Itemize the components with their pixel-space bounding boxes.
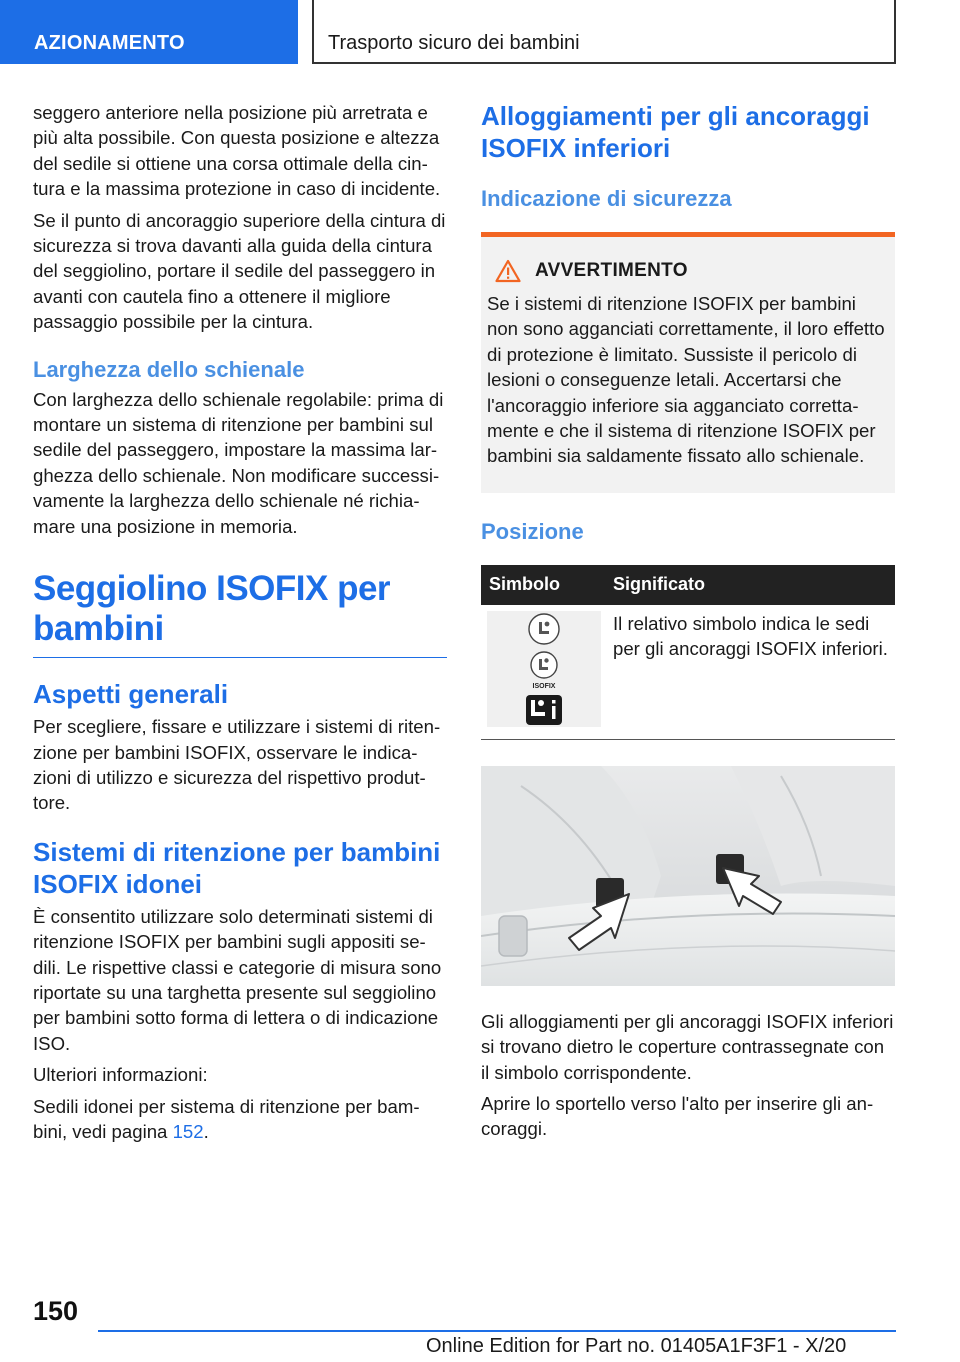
section-tab: AZIONAMENTO	[0, 0, 298, 64]
more-info-label: Ulteriori informazioni:	[33, 1064, 208, 1086]
isofix-anchor-photo	[481, 766, 895, 986]
heading-backrest-width: Larghezza dello schienale	[33, 356, 305, 382]
warning-title: AVVERTIMENTO	[535, 260, 688, 281]
page-link[interactable]: 152	[172, 1120, 204, 1142]
isofix-seat-icon	[527, 612, 561, 646]
table-header-row	[481, 565, 895, 605]
reference-end: .	[203, 1120, 209, 1142]
page-header	[0, 0, 960, 66]
isofix-badge-icon	[527, 650, 561, 690]
intro-paragraph-2: Se il punto di ancoraggio superiore della cintura di sicurezza si trova davanti alla guida della cintura del seggiolino, portare il sedile del passeggero in avanti con cautela fino a ottenere il migliore passaggio possibile per la cintura.	[33, 209, 446, 333]
warning-box	[481, 232, 895, 493]
isofix-label: ISOFIX	[532, 682, 556, 690]
warning-text: Se i sistemi di ritenzione ISOFIX per bambini non sono agganciati correttamente, il loro effetto di protezione è limitato. Sussiste il pericolo di lesioni o conseguenze letali. Accertarsi che l'ancoraggio inferiore sia agganciato correttamente e che il sistema di ritenzione ISOFIX per bambini sia saldamente fissato allo schienale.	[487, 293, 885, 467]
backrest-paragraph: Con larghezza dello schienale regolabile: prima di montare un sistema di ritenzione per bambini sul sedile del passeggero, impostare la massima larghezza dello schienale. Non modificare successivamente la larghezza dello schienale né richiamare una posizione in memoria.	[33, 388, 444, 537]
footer-rule	[98, 1330, 896, 1332]
intro-paragraph-1: seggero anteriore nella posizione più arretrata e più alta possibile. Con questa posizione e altezza del sedile si ottiene una corsa ottimale della cintura e la massima protezione in caso di incidente.	[33, 102, 441, 200]
heading-position: Posizione	[481, 518, 584, 544]
heading-safety-note: Indicazione di sicurezza	[481, 186, 732, 211]
table-divider	[481, 739, 895, 740]
left-column	[33, 100, 447, 1150]
reference-text: Sedili idonei per sistema di ritenzione per bambini, vedi pagina	[33, 1095, 420, 1142]
meaning-cell	[601, 605, 895, 737]
suitable-paragraph: È consentito utilizzare solo determinati sistemi di ritenzione ISOFIX per bambini sugli appositi sedili. Le rispettive classi e categorie di misura sono riportate su una targhetta presente sul seggiolino per bambini sotto forma di lettera o di indicazione ISO.	[33, 905, 442, 1054]
open-paragraph: Aprire lo sportello verso l'alto per inserire gli ancoraggi.	[481, 1093, 874, 1140]
symbol-cell	[481, 605, 601, 737]
symbol-table	[481, 565, 895, 737]
table-row	[481, 605, 895, 737]
chapter-title: Trasporto sicuro dei bambini	[312, 0, 896, 64]
column-header-meaning: Significato	[601, 565, 895, 605]
right-column	[481, 100, 895, 1148]
meaning-text: Il relativo simbolo indica le sedi per gli ancoraggi ISOFIX inferiori.	[613, 612, 888, 660]
symbol-group	[487, 611, 601, 727]
column-header-symbol: Simbolo	[481, 565, 601, 605]
footer-edition: Online Edition for Part no. 01405A1F3F1 - X/20	[426, 1335, 847, 1357]
isofix-info-icon	[525, 694, 563, 726]
warning-header	[495, 259, 887, 283]
reference-paragraph	[33, 1094, 447, 1145]
general-paragraph: Per scegliere, fissare e utilizzare i sistemi di ritenzione per bambini ISOFIX, osservare le indicazioni di utilizzo e sicurezza del rispettivo produttore.	[33, 716, 441, 814]
heading-suitable-systems: Sistemi di ritenzione per bambini ISOFIX idonei	[33, 836, 441, 899]
caption-paragraph: Gli alloggiamenti per gli ancoraggi ISOFIX inferiori si trovano dietro le coperture contrassegnate con il simbolo corrispondente.	[481, 1010, 894, 1083]
warning-triangle-icon	[495, 259, 521, 283]
page-number: 150	[33, 1296, 79, 1326]
heading-lower-anchors: Alloggiamenti per gli ancoraggi ISOFIX inferiori	[481, 101, 870, 163]
heading-isofix-seat: Seggiolino ISOFIX per bambini	[33, 569, 447, 658]
heading-general: Aspetti generali	[33, 679, 229, 710]
